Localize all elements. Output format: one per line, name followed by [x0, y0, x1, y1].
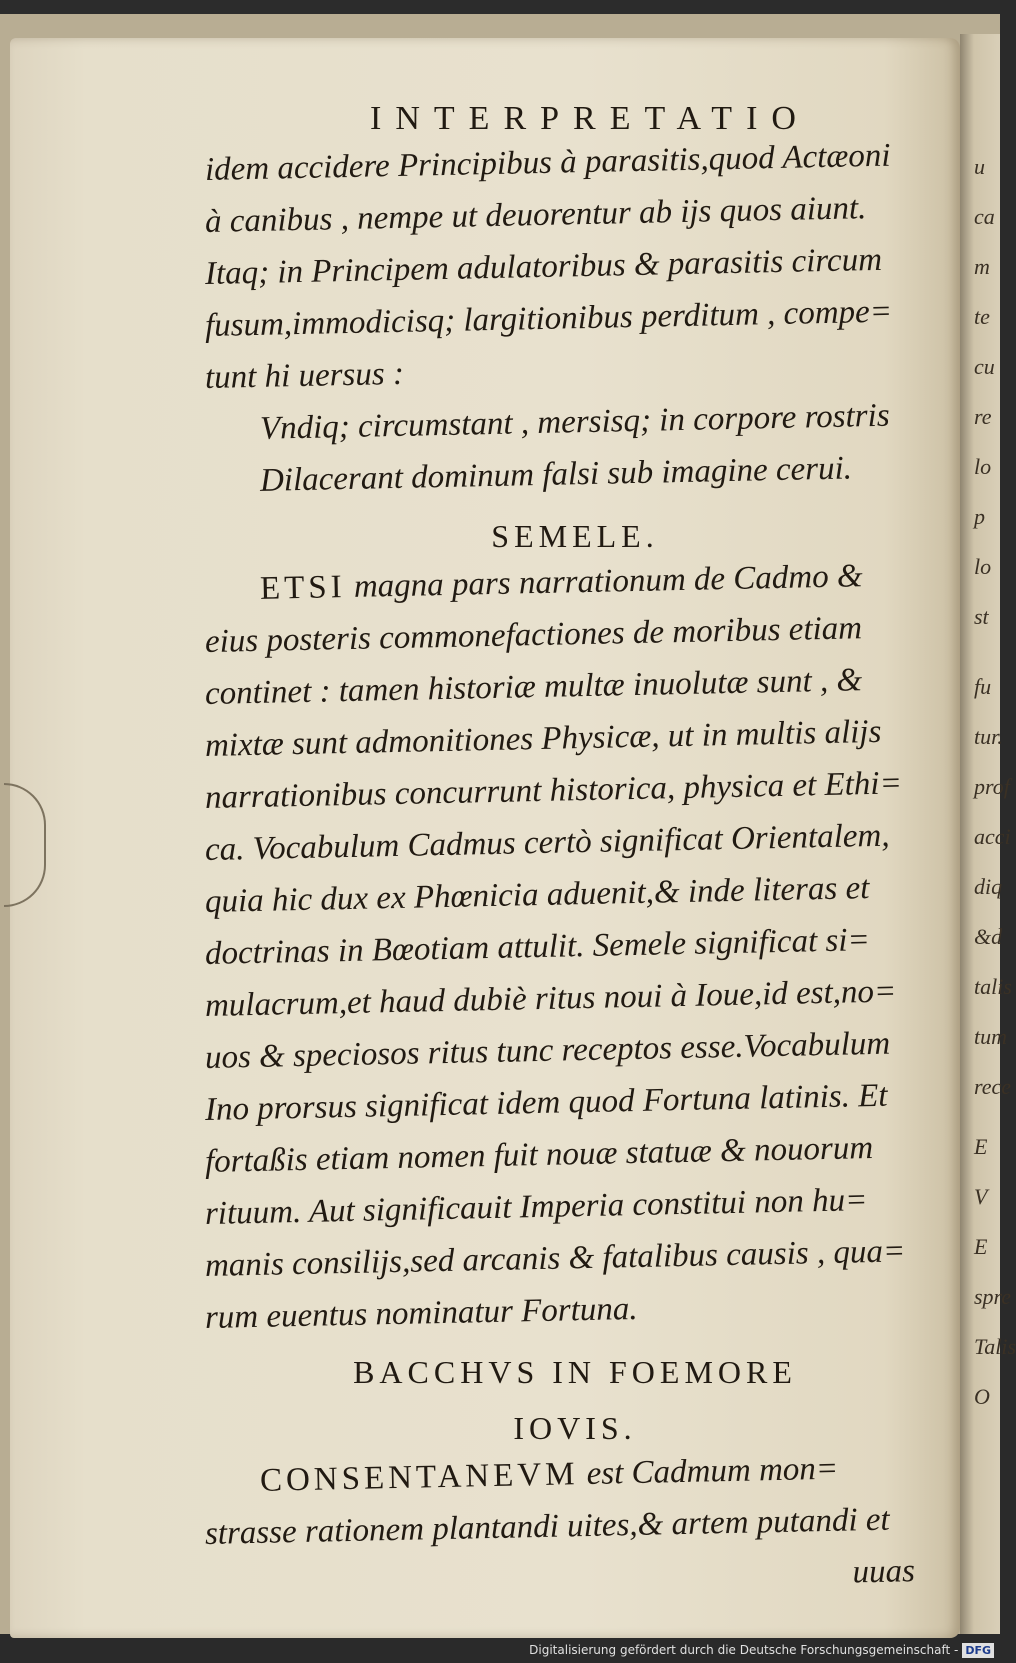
verse-quotation: [205, 397, 915, 508]
text-line: eius posteris commonefactiones de moribus etiam: [204, 610, 863, 660]
adjacent-page-fragment: O: [974, 1384, 990, 1409]
text-line: fortaßis etiam nomen fuit nouæ statuæ & nouorum: [204, 1130, 874, 1180]
text-line: idem accidere Principibus à parasitis,quod Actæoni: [204, 137, 891, 188]
paragraph-lead-caps: ETSI: [259, 569, 347, 607]
adjacent-page-fragment: fu: [974, 674, 992, 699]
adjacent-page-fragment: diq: [974, 874, 1003, 899]
text-line: uos & speciosos ritus tunc receptos esse.Vocabulum: [204, 1025, 891, 1076]
adjacent-page-fragment: prof: [974, 774, 1010, 799]
text-line: narrationibus concurrunt historica, physica et Ethi=: [204, 765, 903, 816]
digitization-footer: [529, 1639, 994, 1661]
adjacent-page-fragment: V: [974, 1184, 988, 1209]
adjacent-page-fragment: m: [974, 254, 990, 279]
clasp-mark: [4, 783, 46, 907]
text-line: mulacrum,et haud dubiè ritus noui à Ioue,id est,no=: [204, 973, 897, 1024]
text-line: magna pars narrationum de Cadmo &: [353, 558, 863, 605]
adjacent-page-fragment: talis: [974, 974, 1012, 999]
text-line: doctrinas in Bœotiam attulit. Semele significat si=: [204, 922, 871, 972]
text-line: continet : tamen historiæ multæ inuolutæ sunt , &: [204, 662, 863, 712]
adjacent-page-fragment: u: [974, 154, 985, 179]
text-line: manis consilijs,sed arcanis & fatalibus causis , qua=: [204, 1233, 906, 1284]
paragraph-2: [204, 558, 915, 1344]
adjacent-page-fragment: lo: [974, 454, 992, 479]
text-line: quia hic dux ex Phœnicia aduenit,& inde literas et: [204, 870, 870, 920]
paragraph-lead-caps: CONSENTANEVM: [259, 1456, 579, 1499]
heading-line: BACCHVS IN FOEMORE: [353, 1354, 797, 1390]
text-line: tunt hi uersus :: [204, 355, 405, 396]
text-line: est Cadmum mon=: [586, 1450, 839, 1493]
page-text: [205, 100, 915, 1612]
text-line: fusum,immodicisq; largitionibus perditum , compe=: [204, 293, 893, 344]
dfg-logo: DFG: [962, 1643, 994, 1658]
running-head: INTERPRETATIO: [370, 100, 810, 137]
paragraph-1: [204, 137, 915, 404]
adjacent-page-edge: [960, 34, 1016, 1634]
adjacent-page-fragment: Talis: [974, 1334, 1016, 1359]
adjacent-page-fragment: acci: [974, 824, 1011, 849]
section-heading-semele: SEMELE.: [491, 518, 659, 554]
adjacent-page-fragment: p: [974, 504, 985, 529]
adjacent-page-fragment: E: [974, 1234, 988, 1259]
catchword: uuas: [852, 1553, 916, 1591]
adjacent-page-fragment: spre: [974, 1284, 1012, 1309]
text-line: mixtæ sunt admonitiones Physicæ, ut in multis alijs: [204, 713, 882, 764]
adjacent-page-fragment: st: [974, 604, 989, 629]
text-line: à canibus , nempe ut deuorentur ab ijs quos aiunt.: [204, 190, 867, 240]
footer-credit: Digitalisierung gefördert durch die Deutsche Forschungsgemeinschaft -: [529, 1643, 959, 1657]
verse-line: Dilacerant dominum falsi sub imagine cerui.: [259, 450, 853, 499]
adjacent-page-fragment: re: [974, 404, 992, 429]
verse-line: Vndiq; circumstant , mersisq; in corpore rostris: [259, 397, 890, 447]
text-line: Ino prorsus significat idem quod Fortuna latinis. Et: [204, 1077, 888, 1128]
adjacent-page-fragment: ca: [974, 204, 995, 229]
paragraph-3: [204, 1450, 916, 1612]
adjacent-page-fragment: &d: [974, 924, 1003, 949]
adjacent-page-fragment: cu: [974, 354, 995, 379]
section-heading-bacchus: [235, 1344, 915, 1456]
adjacent-page-fragment: E: [974, 1134, 988, 1159]
text-line: Itaq; in Principem adulatoribus & parasitis circum: [204, 241, 883, 292]
text-line: rituum. Aut significauit Imperia constitui non hu=: [204, 1182, 868, 1232]
text-line: ca. Vocabulum Cadmus certò significat Orientalem,: [204, 817, 890, 868]
text-line: rum euentus nominatur Fortuna.: [204, 1290, 638, 1336]
adjacent-page-fragment: lo: [974, 554, 992, 579]
adjacent-page-fragment: te: [974, 304, 990, 329]
heading-line: IOVIS.: [513, 1410, 637, 1446]
adjacent-page-fragment: tum: [974, 1024, 1007, 1049]
adjacent-page-fragment: tur.: [974, 724, 1003, 749]
adjacent-page-fragment: rece: [974, 1074, 1012, 1099]
text-line: strasse rationem plantandi uites,& artem putandi et: [204, 1501, 890, 1552]
